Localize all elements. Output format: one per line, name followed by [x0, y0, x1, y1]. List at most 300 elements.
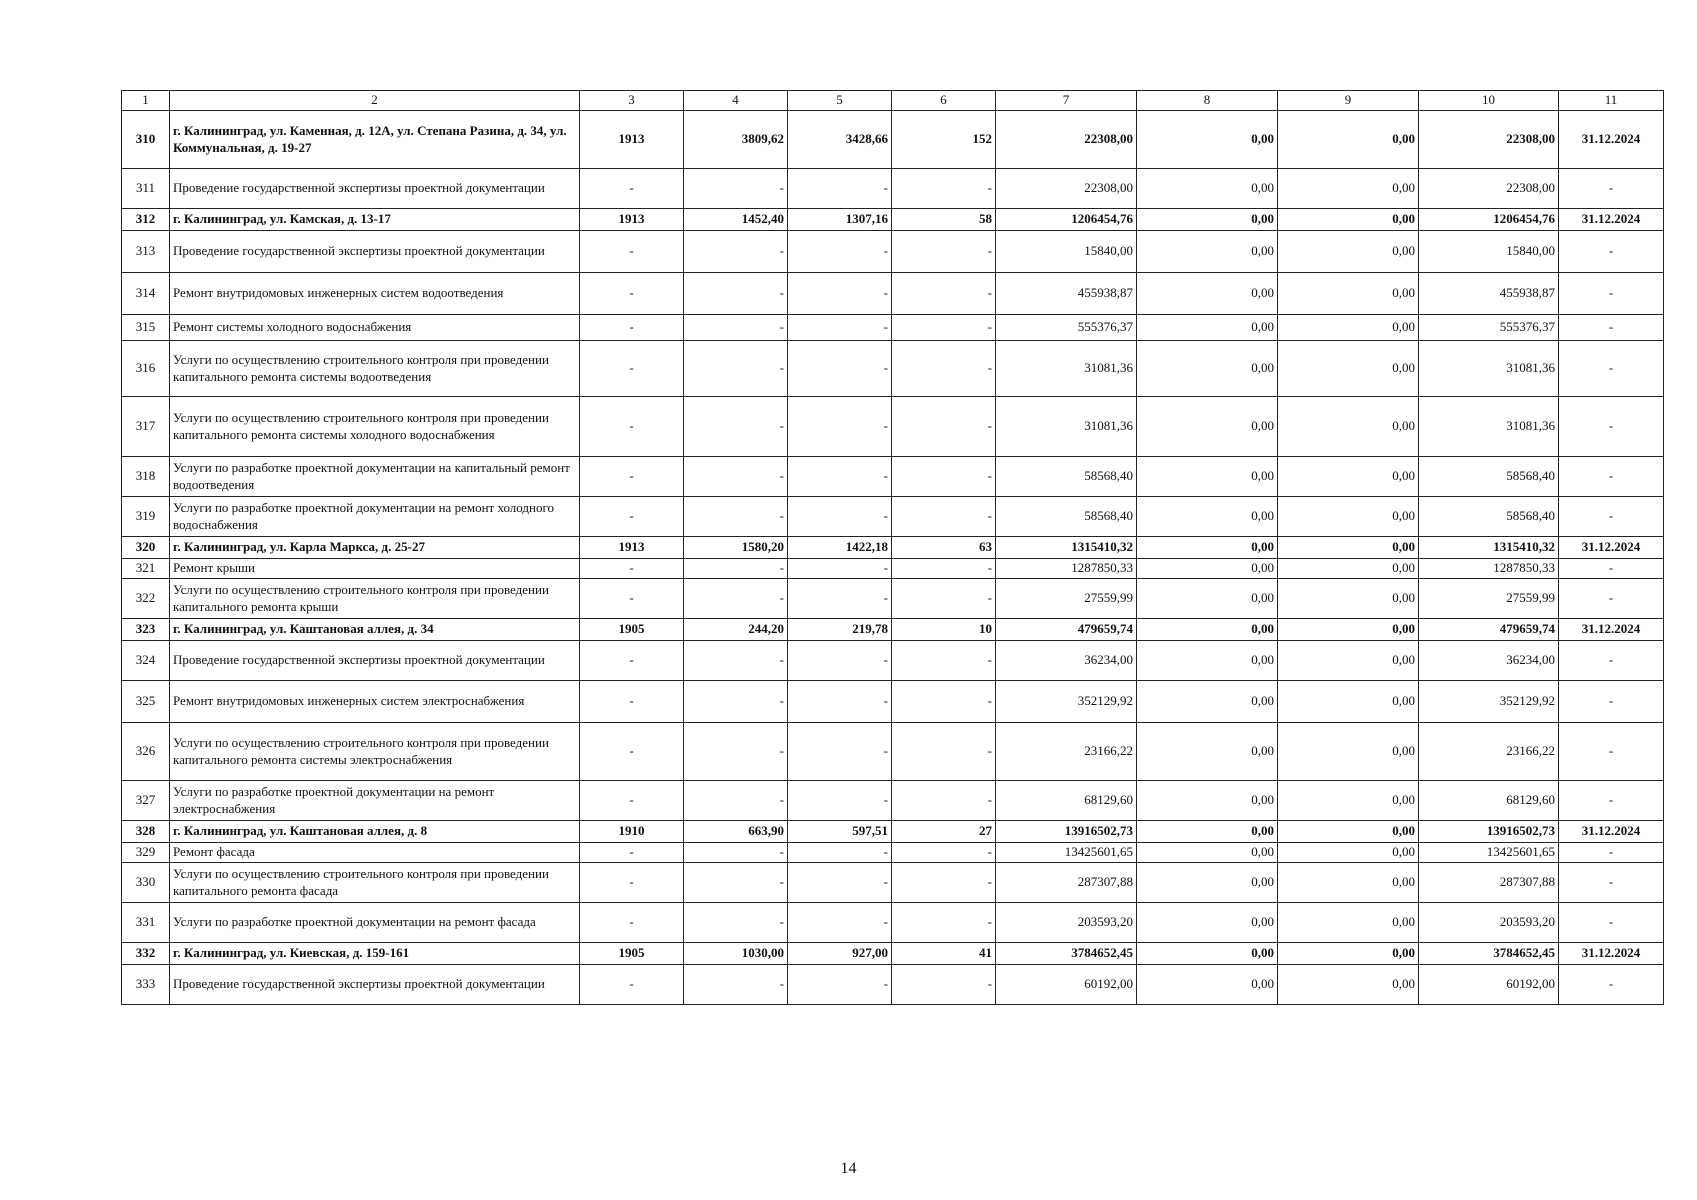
cell-c4: - [684, 965, 788, 1005]
cell-c6: 152 [892, 111, 996, 169]
cell-c7: 58568,40 [996, 457, 1137, 497]
table-row [122, 537, 1664, 559]
cell-c9: 0,00 [1278, 537, 1419, 559]
column-header: 4 [684, 91, 788, 111]
cell-name: Ремонт системы холодного водоснабжения [170, 315, 580, 341]
cell-c6: - [892, 315, 996, 341]
cell-c6: - [892, 457, 996, 497]
cell-c4: - [684, 863, 788, 903]
cell-c6: - [892, 965, 996, 1005]
cell-c9: 0,00 [1278, 903, 1419, 943]
column-header: 5 [788, 91, 892, 111]
cell-name: Услуги по осуществлению строительного контроля при проведении капитального ремонта системы электроснабжения [170, 723, 580, 781]
column-header: 3 [580, 91, 684, 111]
cell-c8: 0,00 [1137, 781, 1278, 821]
cell-c8: 0,00 [1137, 559, 1278, 579]
cell-c6: 58 [892, 209, 996, 231]
cell-c5: - [788, 641, 892, 681]
cell-c8: 0,00 [1137, 641, 1278, 681]
cell-no: 321 [122, 559, 170, 579]
cell-name: Услуги по разработке проектной документации на капитальный ремонт водоотведения [170, 457, 580, 497]
cell-c7: 1287850,33 [996, 559, 1137, 579]
cell-name: Услуги по осуществлению строительного контроля при проведении капитального ремонта фасада [170, 863, 580, 903]
table-row [122, 559, 1664, 579]
cell-c5: - [788, 723, 892, 781]
cell-c8: 0,00 [1137, 863, 1278, 903]
cell-c3: - [580, 681, 684, 723]
cell-c3: 1905 [580, 943, 684, 965]
cell-c10: 13425601,65 [1419, 843, 1559, 863]
table-row [122, 579, 1664, 619]
table-row [122, 341, 1664, 397]
cell-c9: 0,00 [1278, 231, 1419, 273]
cell-c5: - [788, 231, 892, 273]
cell-c4: 1030,00 [684, 943, 788, 965]
cell-name: Услуги по разработке проектной документации на ремонт фасада [170, 903, 580, 943]
cell-no: 319 [122, 497, 170, 537]
cell-c4: 244,20 [684, 619, 788, 641]
cell-c5: - [788, 315, 892, 341]
cell-c5: - [788, 559, 892, 579]
column-header: 7 [996, 91, 1137, 111]
cell-c9: 0,00 [1278, 579, 1419, 619]
table-row [122, 619, 1664, 641]
cell-c5: 1422,18 [788, 537, 892, 559]
cell-c8: 0,00 [1137, 231, 1278, 273]
cell-c4: 1580,20 [684, 537, 788, 559]
cell-c9: 0,00 [1278, 641, 1419, 681]
cell-name: г. Калининград, ул. Камская, д. 13-17 [170, 209, 580, 231]
cell-name: г. Калининград, ул. Киевская, д. 159-161 [170, 943, 580, 965]
column-header: 1 [122, 91, 170, 111]
cell-c3: 1913 [580, 209, 684, 231]
cell-c7: 58568,40 [996, 497, 1137, 537]
cell-c6: - [892, 273, 996, 315]
cell-c7: 23166,22 [996, 723, 1137, 781]
cell-c3: - [580, 863, 684, 903]
cell-no: 315 [122, 315, 170, 341]
cell-c10: 31081,36 [1419, 397, 1559, 457]
cell-c4: - [684, 781, 788, 821]
cell-c6: - [892, 397, 996, 457]
cell-c7: 1315410,32 [996, 537, 1137, 559]
cell-c11: - [1559, 641, 1664, 681]
cell-c7: 15840,00 [996, 231, 1137, 273]
cell-c11: - [1559, 681, 1664, 723]
cell-c3: - [580, 559, 684, 579]
cell-c3: - [580, 723, 684, 781]
cell-c8: 0,00 [1137, 903, 1278, 943]
cell-c7: 22308,00 [996, 169, 1137, 209]
table-row [122, 111, 1664, 169]
table-row [122, 863, 1664, 903]
cell-c8: 0,00 [1137, 169, 1278, 209]
cell-c4: 3809,62 [684, 111, 788, 169]
cell-c8: 0,00 [1137, 723, 1278, 781]
cell-c9: 0,00 [1278, 843, 1419, 863]
cell-c11: - [1559, 169, 1664, 209]
cell-c8: 0,00 [1137, 619, 1278, 641]
cell-c5: 597,51 [788, 821, 892, 843]
table-row [122, 169, 1664, 209]
cell-c8: 0,00 [1137, 943, 1278, 965]
cell-no: 322 [122, 579, 170, 619]
cell-c4: - [684, 843, 788, 863]
cell-c8: 0,00 [1137, 397, 1278, 457]
cell-c11: 31.12.2024 [1559, 537, 1664, 559]
cell-c7: 13916502,73 [996, 821, 1137, 843]
cell-c3: 1913 [580, 111, 684, 169]
cell-c11: - [1559, 273, 1664, 315]
cell-c4: - [684, 559, 788, 579]
cell-c3: - [580, 497, 684, 537]
cell-c7: 203593,20 [996, 903, 1137, 943]
cell-c10: 23166,22 [1419, 723, 1559, 781]
cell-name: г. Калининград, ул. Каштановая аллея, д. 34 [170, 619, 580, 641]
cell-c8: 0,00 [1137, 497, 1278, 537]
cell-name: Проведение государственной экспертизы проектной документации [170, 641, 580, 681]
cell-name: Ремонт фасада [170, 843, 580, 863]
cell-c5: - [788, 903, 892, 943]
cell-c11: - [1559, 559, 1664, 579]
cell-c4: - [684, 457, 788, 497]
cell-c5: - [788, 781, 892, 821]
cell-c3: - [580, 315, 684, 341]
cell-name: г. Калининград, ул. Каштановая аллея, д. 8 [170, 821, 580, 843]
cell-c7: 1206454,76 [996, 209, 1137, 231]
cell-c11: 31.12.2024 [1559, 821, 1664, 843]
cell-c3: - [580, 397, 684, 457]
cell-no: 314 [122, 273, 170, 315]
cell-c7: 352129,92 [996, 681, 1137, 723]
cell-c8: 0,00 [1137, 341, 1278, 397]
cell-c11: - [1559, 497, 1664, 537]
table-row [122, 397, 1664, 457]
table-row [122, 821, 1664, 843]
cell-c5: - [788, 863, 892, 903]
table-body [122, 91, 1664, 1005]
cell-c11: - [1559, 341, 1664, 397]
cell-no: 318 [122, 457, 170, 497]
cell-c9: 0,00 [1278, 619, 1419, 641]
cell-name: Услуги по разработке проектной документации на ремонт электроснабжения [170, 781, 580, 821]
cell-c6: - [892, 231, 996, 273]
cell-c7: 31081,36 [996, 341, 1137, 397]
cell-c6: - [892, 863, 996, 903]
cell-no: 326 [122, 723, 170, 781]
cell-c10: 31081,36 [1419, 341, 1559, 397]
cell-c9: 0,00 [1278, 559, 1419, 579]
cell-c5: - [788, 397, 892, 457]
cell-no: 312 [122, 209, 170, 231]
cell-name: г. Калининград, ул. Каменная, д. 12А, ул. Степана Разина, д. 34, ул. Коммунальная, д. 19-27 [170, 111, 580, 169]
cell-no: 313 [122, 231, 170, 273]
cell-c6: - [892, 169, 996, 209]
cell-c4: - [684, 341, 788, 397]
cell-name: Проведение государственной экспертизы проектной документации [170, 169, 580, 209]
repair-schedule-table [121, 90, 1664, 1005]
cell-no: 333 [122, 965, 170, 1005]
cell-c3: - [580, 579, 684, 619]
cell-c7: 36234,00 [996, 641, 1137, 681]
table-row [122, 843, 1664, 863]
cell-c7: 455938,87 [996, 273, 1137, 315]
cell-c11: 31.12.2024 [1559, 111, 1664, 169]
cell-name: Услуги по осуществлению строительного контроля при проведении капитального ремонта системы холодного водоснабжения [170, 397, 580, 457]
cell-c4: - [684, 641, 788, 681]
table-row [122, 681, 1664, 723]
cell-no: 311 [122, 169, 170, 209]
cell-c7: 68129,60 [996, 781, 1137, 821]
cell-c10: 15840,00 [1419, 231, 1559, 273]
table-row [122, 273, 1664, 315]
table-row [122, 641, 1664, 681]
cell-c9: 0,00 [1278, 111, 1419, 169]
cell-c4: - [684, 723, 788, 781]
table-row [122, 903, 1664, 943]
cell-c9: 0,00 [1278, 943, 1419, 965]
cell-c10: 22308,00 [1419, 169, 1559, 209]
cell-no: 310 [122, 111, 170, 169]
cell-c4: - [684, 397, 788, 457]
cell-c9: 0,00 [1278, 341, 1419, 397]
cell-c5: - [788, 457, 892, 497]
cell-c9: 0,00 [1278, 315, 1419, 341]
cell-c10: 68129,60 [1419, 781, 1559, 821]
cell-c3: - [580, 903, 684, 943]
cell-no: 323 [122, 619, 170, 641]
cell-no: 320 [122, 537, 170, 559]
cell-c3: 1905 [580, 619, 684, 641]
cell-c6: - [892, 559, 996, 579]
cell-no: 316 [122, 341, 170, 397]
cell-c11: - [1559, 781, 1664, 821]
cell-c10: 27559,99 [1419, 579, 1559, 619]
cell-c10: 58568,40 [1419, 497, 1559, 537]
cell-c6: 27 [892, 821, 996, 843]
cell-no: 329 [122, 843, 170, 863]
cell-c5: 219,78 [788, 619, 892, 641]
cell-c6: - [892, 781, 996, 821]
cell-c4: - [684, 497, 788, 537]
cell-c5: - [788, 681, 892, 723]
cell-c7: 60192,00 [996, 965, 1137, 1005]
cell-no: 332 [122, 943, 170, 965]
cell-c11: - [1559, 397, 1664, 457]
cell-c10: 58568,40 [1419, 457, 1559, 497]
cell-c4: - [684, 579, 788, 619]
cell-c3: - [580, 457, 684, 497]
cell-c6: - [892, 579, 996, 619]
table-row [122, 965, 1664, 1005]
cell-c8: 0,00 [1137, 537, 1278, 559]
cell-c6: - [892, 497, 996, 537]
cell-c3: - [580, 965, 684, 1005]
cell-c9: 0,00 [1278, 863, 1419, 903]
cell-c8: 0,00 [1137, 681, 1278, 723]
cell-no: 325 [122, 681, 170, 723]
cell-c10: 36234,00 [1419, 641, 1559, 681]
cell-c3: - [580, 273, 684, 315]
cell-c11: - [1559, 863, 1664, 903]
cell-c8: 0,00 [1137, 843, 1278, 863]
cell-c9: 0,00 [1278, 497, 1419, 537]
cell-c9: 0,00 [1278, 681, 1419, 723]
cell-c9: 0,00 [1278, 723, 1419, 781]
cell-c3: - [580, 843, 684, 863]
cell-c10: 479659,74 [1419, 619, 1559, 641]
cell-c11: - [1559, 457, 1664, 497]
cell-c6: - [892, 723, 996, 781]
cell-c6: - [892, 641, 996, 681]
cell-c4: 663,90 [684, 821, 788, 843]
cell-c9: 0,00 [1278, 209, 1419, 231]
cell-no: 327 [122, 781, 170, 821]
cell-c5: 927,00 [788, 943, 892, 965]
page-number: 14 [840, 1160, 857, 1177]
column-number-header-row [122, 91, 1664, 111]
table-row [122, 231, 1664, 273]
cell-name: г. Калининград, ул. Карла Маркса, д. 25-27 [170, 537, 580, 559]
cell-c9: 0,00 [1278, 397, 1419, 457]
cell-c6: - [892, 341, 996, 397]
cell-c11: 31.12.2024 [1559, 943, 1664, 965]
table-row [122, 723, 1664, 781]
cell-c10: 1287850,33 [1419, 559, 1559, 579]
cell-name: Ремонт внутридомовых инженерных систем электроснабжения [170, 681, 580, 723]
column-header: 2 [170, 91, 580, 111]
cell-c3: - [580, 231, 684, 273]
cell-c3: - [580, 169, 684, 209]
cell-c9: 0,00 [1278, 169, 1419, 209]
cell-c6: - [892, 903, 996, 943]
cell-c11: 31.12.2024 [1559, 619, 1664, 641]
cell-c5: - [788, 273, 892, 315]
cell-c4: - [684, 681, 788, 723]
cell-c11: 31.12.2024 [1559, 209, 1664, 231]
table-row [122, 497, 1664, 537]
cell-c3: 1913 [580, 537, 684, 559]
cell-c7: 27559,99 [996, 579, 1137, 619]
cell-c7: 555376,37 [996, 315, 1137, 341]
cell-c4: - [684, 273, 788, 315]
cell-c4: - [684, 315, 788, 341]
cell-c10: 287307,88 [1419, 863, 1559, 903]
cell-c4: - [684, 169, 788, 209]
cell-c10: 13916502,73 [1419, 821, 1559, 843]
column-header: 6 [892, 91, 996, 111]
cell-c5: - [788, 341, 892, 397]
cell-no: 328 [122, 821, 170, 843]
cell-c3: - [580, 641, 684, 681]
column-header: 9 [1278, 91, 1419, 111]
cell-c6: 63 [892, 537, 996, 559]
cell-c4: - [684, 903, 788, 943]
cell-c11: - [1559, 579, 1664, 619]
cell-c8: 0,00 [1137, 111, 1278, 169]
cell-c11: - [1559, 965, 1664, 1005]
cell-c5: - [788, 965, 892, 1005]
cell-c10: 22308,00 [1419, 111, 1559, 169]
cell-c10: 455938,87 [1419, 273, 1559, 315]
cell-no: 331 [122, 903, 170, 943]
table-row [122, 943, 1664, 965]
cell-no: 317 [122, 397, 170, 457]
cell-no: 324 [122, 641, 170, 681]
table-row [122, 315, 1664, 341]
table-row [122, 781, 1664, 821]
column-header: 11 [1559, 91, 1664, 111]
cell-c9: 0,00 [1278, 457, 1419, 497]
cell-name: Услуги по осуществлению строительного контроля при проведении капитального ремонта системы водоотведения [170, 341, 580, 397]
table-row [122, 457, 1664, 497]
cell-c11: - [1559, 231, 1664, 273]
cell-c10: 352129,92 [1419, 681, 1559, 723]
column-header: 10 [1419, 91, 1559, 111]
cell-c6: - [892, 681, 996, 723]
cell-c3: - [580, 341, 684, 397]
cell-c7: 287307,88 [996, 863, 1137, 903]
cell-c11: - [1559, 903, 1664, 943]
cell-c6: 41 [892, 943, 996, 965]
cell-c6: - [892, 843, 996, 863]
cell-c8: 0,00 [1137, 579, 1278, 619]
cell-c9: 0,00 [1278, 821, 1419, 843]
cell-c7: 3784652,45 [996, 943, 1137, 965]
cell-c5: 3428,66 [788, 111, 892, 169]
cell-c7: 479659,74 [996, 619, 1137, 641]
cell-name: Ремонт внутридомовых инженерных систем водоотведения [170, 273, 580, 315]
cell-name: Услуги по разработке проектной документации на ремонт холодного водоснабжения [170, 497, 580, 537]
cell-c8: 0,00 [1137, 457, 1278, 497]
cell-c8: 0,00 [1137, 315, 1278, 341]
cell-c8: 0,00 [1137, 965, 1278, 1005]
column-header: 8 [1137, 91, 1278, 111]
cell-c11: - [1559, 723, 1664, 781]
table-row [122, 209, 1664, 231]
cell-c5: 1307,16 [788, 209, 892, 231]
cell-c10: 1315410,32 [1419, 537, 1559, 559]
cell-c10: 1206454,76 [1419, 209, 1559, 231]
cell-c5: - [788, 843, 892, 863]
cell-c10: 3784652,45 [1419, 943, 1559, 965]
cell-c9: 0,00 [1278, 781, 1419, 821]
cell-c10: 555376,37 [1419, 315, 1559, 341]
cell-c7: 31081,36 [996, 397, 1137, 457]
cell-name: Проведение государственной экспертизы проектной документации [170, 231, 580, 273]
cell-c10: 60192,00 [1419, 965, 1559, 1005]
cell-c5: - [788, 497, 892, 537]
cell-c5: - [788, 579, 892, 619]
cell-c9: 0,00 [1278, 965, 1419, 1005]
cell-c5: - [788, 169, 892, 209]
cell-c4: 1452,40 [684, 209, 788, 231]
cell-name: Проведение государственной экспертизы проектной документации [170, 965, 580, 1005]
cell-c8: 0,00 [1137, 209, 1278, 231]
cell-c4: - [684, 231, 788, 273]
cell-c8: 0,00 [1137, 821, 1278, 843]
cell-c11: - [1559, 315, 1664, 341]
cell-c3: 1910 [580, 821, 684, 843]
cell-c8: 0,00 [1137, 273, 1278, 315]
cell-c9: 0,00 [1278, 273, 1419, 315]
cell-c7: 13425601,65 [996, 843, 1137, 863]
cell-c6: 10 [892, 619, 996, 641]
cell-c3: - [580, 781, 684, 821]
cell-c7: 22308,00 [996, 111, 1137, 169]
cell-name: Ремонт крыши [170, 559, 580, 579]
cell-c10: 203593,20 [1419, 903, 1559, 943]
